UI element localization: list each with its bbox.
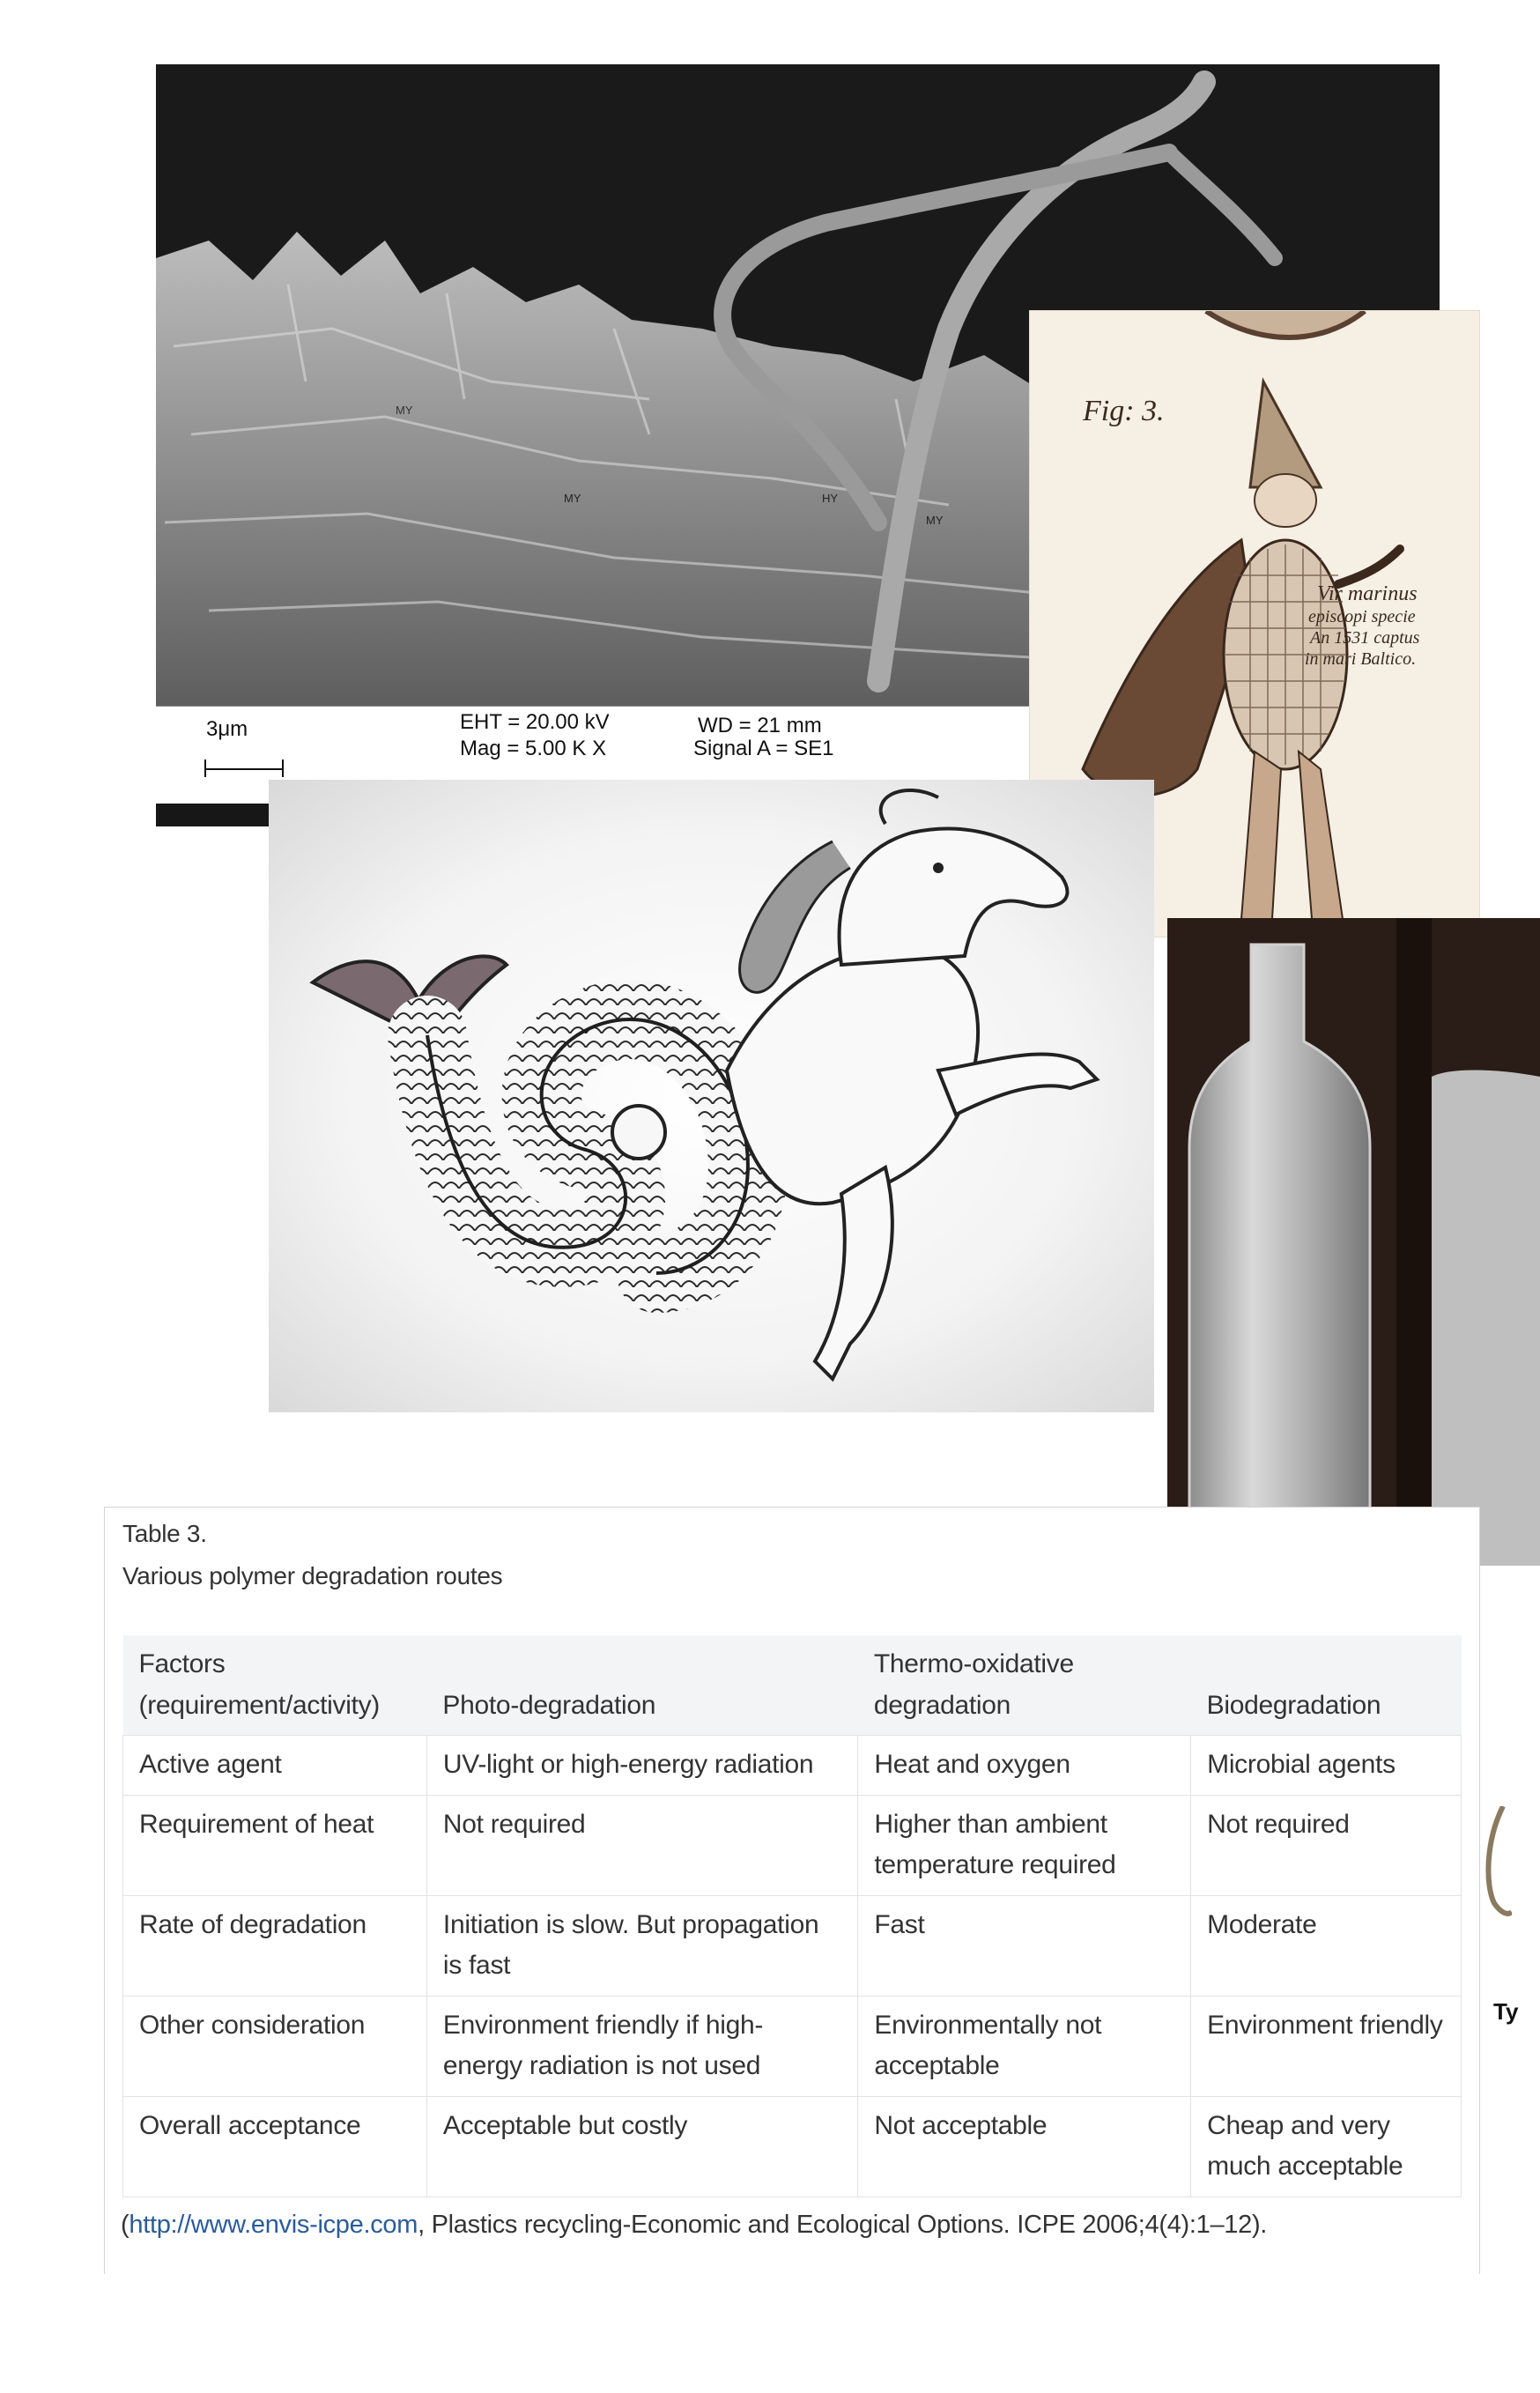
- table-cell: Requirement of heat: [123, 1795, 427, 1895]
- sem-label: MY: [926, 514, 944, 527]
- header-cell: Thermo-oxidative degradation: [858, 1635, 1191, 1736]
- sem-label: HY: [822, 492, 839, 505]
- header-cell: Factors (requirement/activity): [123, 1635, 427, 1736]
- scale-bar: [204, 759, 284, 777]
- table-header-row: [123, 1635, 1462, 1736]
- partial-caption: Ty: [1493, 1998, 1519, 2025]
- table-cell: Acceptable but costly: [426, 2096, 857, 2197]
- table-row: [123, 1895, 1462, 1996]
- table-cell: UV-light or high-energy radiation: [426, 1736, 857, 1796]
- table-row: [123, 1795, 1462, 1895]
- caption-line: An 1531 captus: [1310, 628, 1420, 648]
- caption-line: in mari Baltico.: [1305, 649, 1417, 669]
- hippocampus-image: [269, 780, 1154, 1412]
- table-cell: Cheap and very much acceptable: [1191, 2096, 1462, 2197]
- table-cell: Fast: [858, 1895, 1191, 1996]
- source-text: , Plastics recycling-Economic and Ecological Options. ICPE 2006;4(4):1–12).: [418, 2211, 1268, 2239]
- table-cell: Not required: [426, 1795, 857, 1895]
- header-cell: Biodegradation: [1191, 1635, 1462, 1736]
- signal-value: Signal A = SE1: [693, 737, 834, 760]
- source-paren: (: [121, 2211, 130, 2239]
- table-cell: Initiation is slow. But propagation is fast: [426, 1895, 857, 1996]
- table-row: [123, 1996, 1462, 2096]
- table-cell: Overall acceptance: [123, 2096, 427, 2197]
- scale-label: 3μm: [206, 717, 248, 741]
- table-cell: Environment friendly: [1191, 1996, 1462, 2096]
- hippocampus-illustration: [269, 780, 1154, 1412]
- table-cell: Active agent: [123, 1736, 427, 1796]
- table-row: [123, 2096, 1462, 2197]
- sem-label: MY: [396, 404, 413, 417]
- fig-label: Fig: 3.: [1083, 395, 1165, 427]
- table-cell: Environment friendly if high-energy radiation is not used: [426, 1996, 857, 2096]
- table-label: Table 3.: [122, 1520, 207, 1547]
- table-cell: Rate of degradation: [123, 1895, 427, 1996]
- caption-line: episcopi specie: [1308, 607, 1416, 626]
- table-cell: Other consideration: [123, 1996, 427, 2096]
- table-cell: Not acceptable: [858, 2096, 1191, 2197]
- table-title: Various polymer degradation routes: [122, 1562, 503, 1589]
- table-cell: Not required: [1191, 1795, 1462, 1895]
- table-cell: Microbial agents: [1191, 1736, 1462, 1796]
- wd-value: WD = 21 mm: [698, 714, 822, 737]
- table-cell: Higher than ambient temperature required: [858, 1795, 1191, 1895]
- header-cell: Photo-degradation: [426, 1635, 857, 1736]
- table-row: [123, 1736, 1462, 1796]
- sem-label: MY: [564, 492, 581, 505]
- caption-line: Vir marinus: [1317, 582, 1418, 605]
- table-cell: Environmentally not acceptable: [858, 1996, 1191, 2096]
- table-cell: Moderate: [1191, 1895, 1462, 1996]
- table-source-note: [121, 2211, 1267, 2240]
- mag-value: Mag = 5.00 K X: [460, 737, 607, 760]
- eht-value: EHT = 20.00 kV: [460, 710, 610, 734]
- source-link[interactable]: http://www.envis-icpe.com: [129, 2211, 418, 2239]
- bottles-photo: [1167, 918, 1540, 1566]
- table-cell: Heat and oxygen: [858, 1736, 1191, 1796]
- partial-figure-edge: [1477, 1806, 1512, 1921]
- table-card: [104, 1507, 1480, 2274]
- degradation-table: [122, 1635, 1462, 2197]
- bottles-image: [1167, 918, 1540, 1566]
